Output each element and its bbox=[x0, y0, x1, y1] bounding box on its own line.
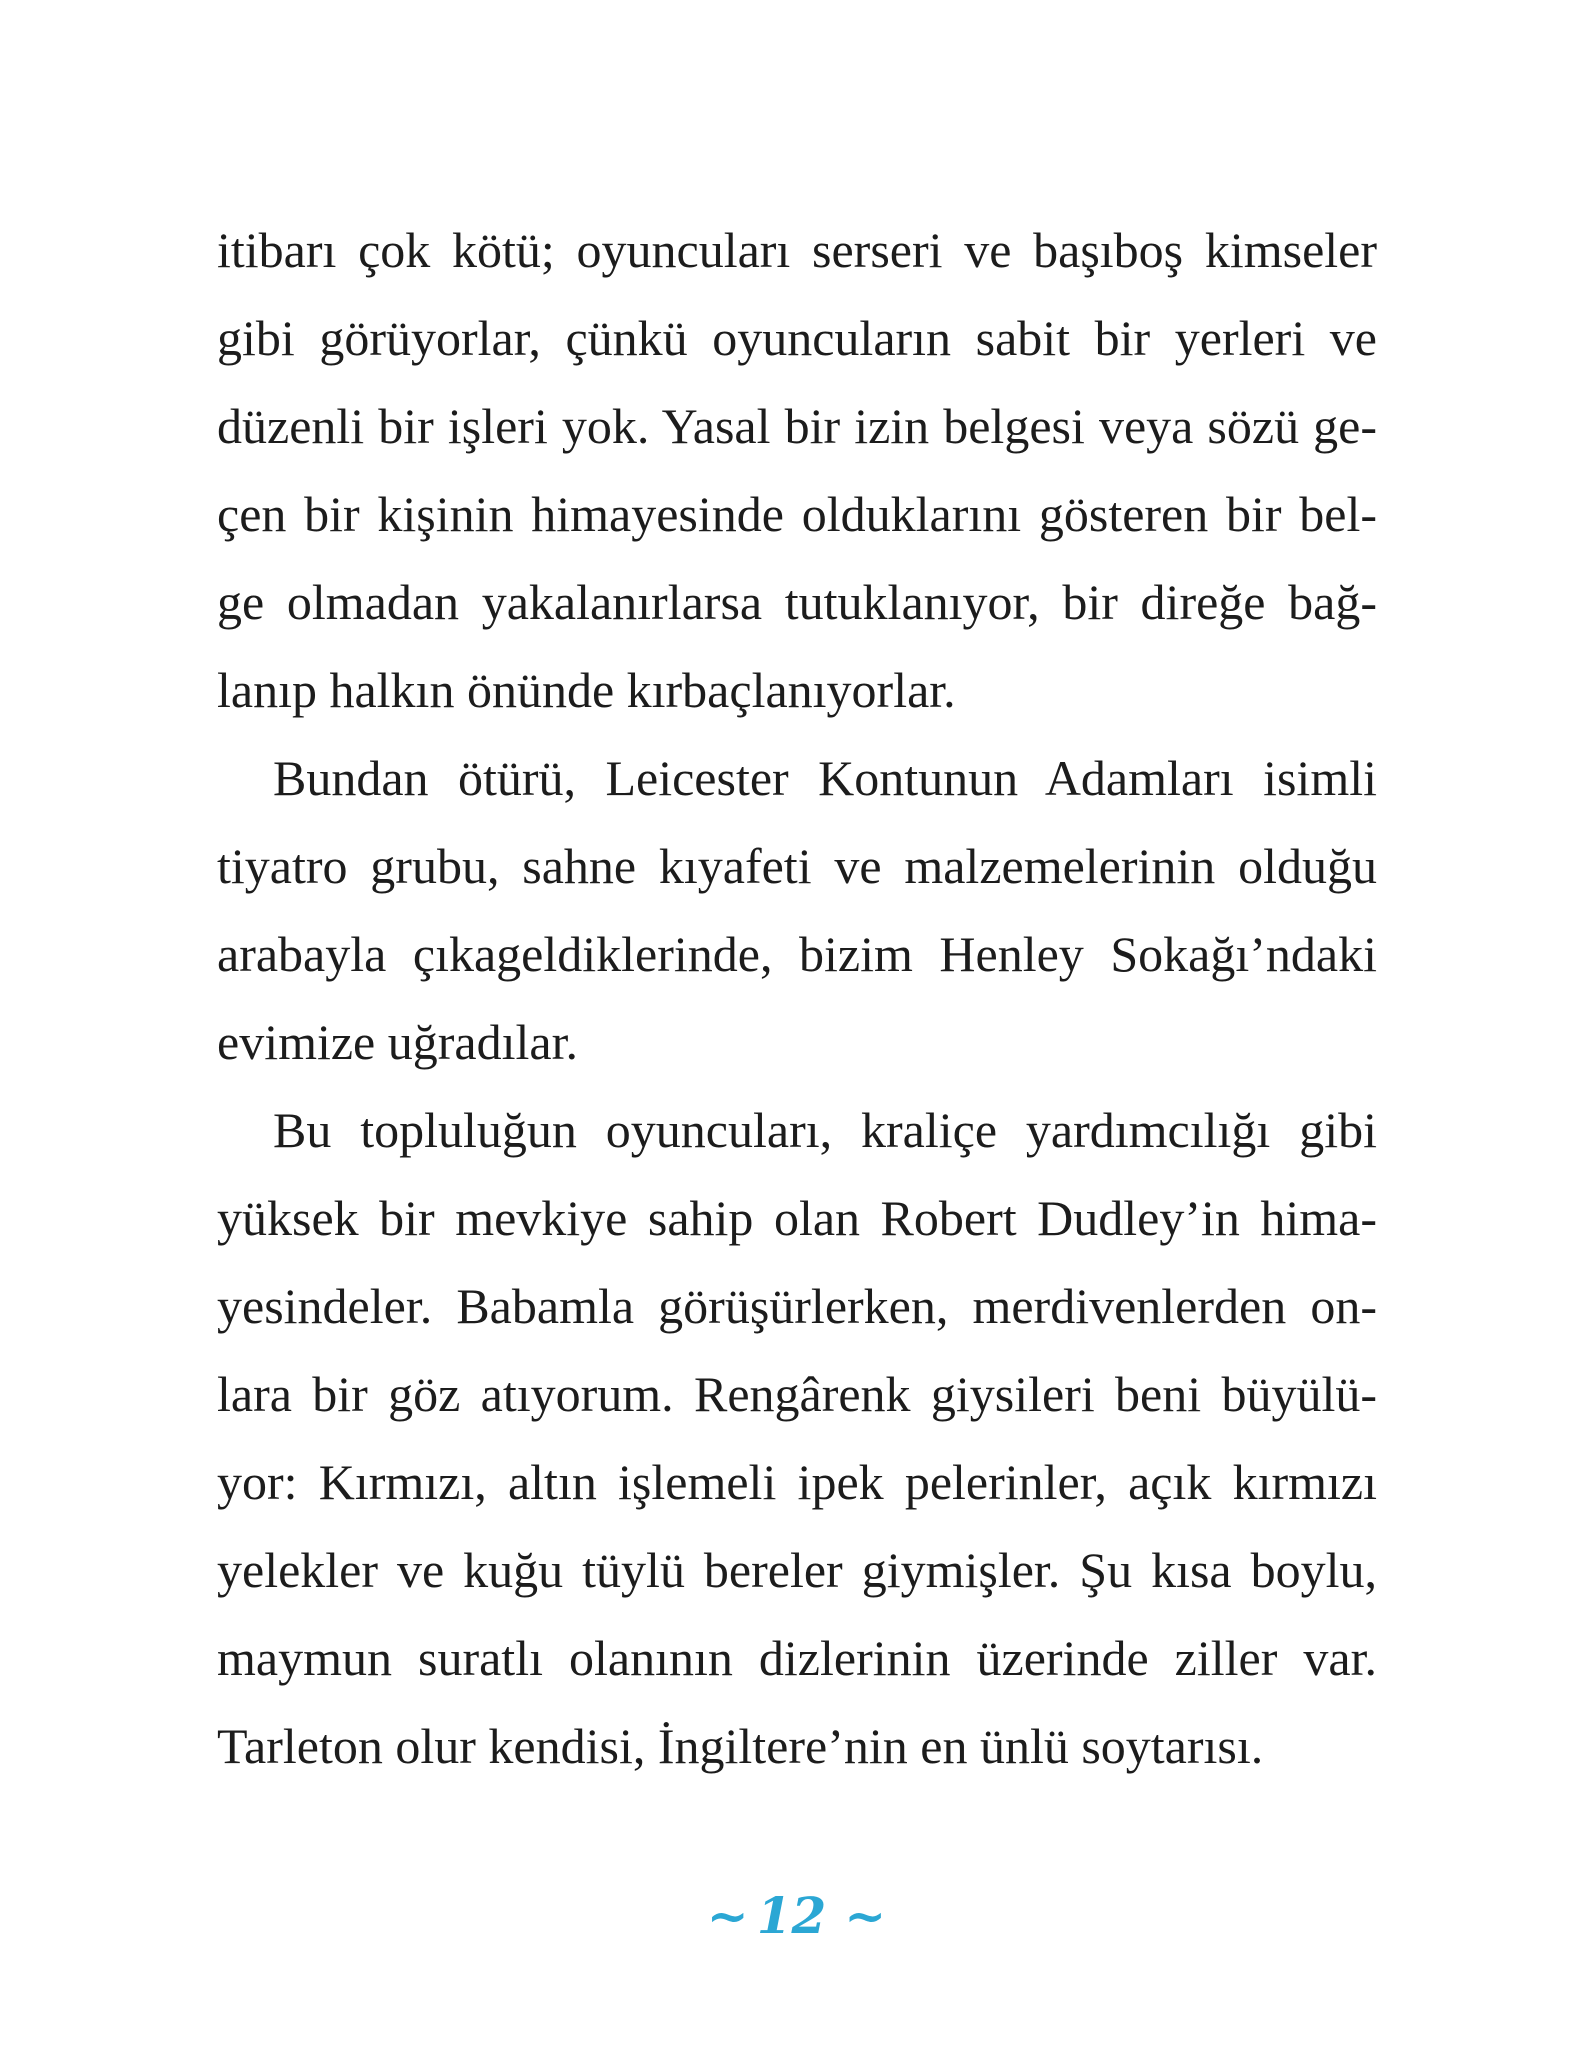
text-line: yelekler ve kuğu tüylü bereler giymişler. Şu kısa boylu, bbox=[217, 1542, 1377, 1598]
paragraph bbox=[217, 206, 1377, 734]
tilde-ornament-left: ~ bbox=[706, 1886, 749, 1945]
paragraph bbox=[217, 1086, 1377, 1790]
text-line: düzenli bir işleri yok. Yasal bir izin belgesi veya sözü ge- bbox=[217, 398, 1377, 454]
tilde-ornament-right: ~ bbox=[844, 1886, 887, 1945]
text-line: yüksek bir mevkiye sahip olan Robert Dudley’in hima- bbox=[217, 1190, 1377, 1246]
text-line: yor: Kırmızı, altın işlemeli ipek pelerinler, açık kırmızı bbox=[217, 1454, 1377, 1510]
page-number: 12 bbox=[756, 1886, 827, 1945]
page-number-block bbox=[707, 1886, 886, 1946]
text-line: itibarı çok kötü; oyuncuları serseri ve başıboş kimseler bbox=[217, 222, 1377, 278]
text-line: Bu topluluğun oyuncuları, kraliçe yardımcılığı gibi bbox=[273, 1102, 1377, 1158]
text-line: gibi görüyorlar, çünkü oyuncuların sabit bir yerleri ve bbox=[217, 310, 1377, 366]
paragraph bbox=[217, 734, 1377, 1086]
text-line: lara bir göz atıyorum. Rengârenk giysileri beni büyülü- bbox=[217, 1366, 1377, 1422]
text-line: maymun suratlı olanının dizlerinin üzerinde ziller var. bbox=[217, 1630, 1377, 1686]
body-text bbox=[217, 206, 1377, 1790]
text-line: Tarleton olur kendisi, İngiltere’nin en ünlü soytarısı. bbox=[217, 1718, 1264, 1774]
text-line: lanıp halkın önünde kırbaçlanıyorlar. bbox=[217, 662, 956, 718]
text-line: tiyatro grubu, sahne kıyafeti ve malzemelerinin olduğu bbox=[217, 838, 1377, 894]
text-line: arabayla çıkageldiklerinde, bizim Henley Sokağı’ndaki bbox=[217, 926, 1377, 982]
text-line: ge olmadan yakalanırlarsa tutuklanıyor, bir direğe bağ- bbox=[217, 574, 1377, 630]
text-line: çen bir kişinin himayesinde olduklarını gösteren bir bel- bbox=[217, 486, 1377, 542]
text-line: evimize uğradılar. bbox=[217, 1014, 578, 1070]
text-line: Bundan ötürü, Leicester Kontunun Adamları isimli bbox=[273, 750, 1377, 806]
page-footer bbox=[0, 1886, 1593, 1946]
text-line: yesindeler. Babamla görüşürlerken, merdivenlerden on- bbox=[217, 1278, 1377, 1334]
